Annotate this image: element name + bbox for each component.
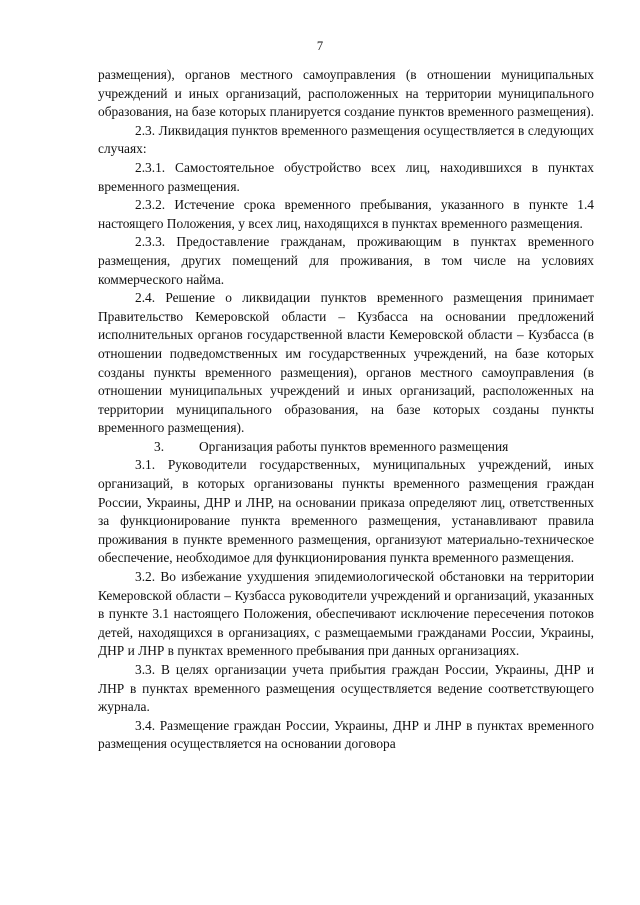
paragraph-2-3-3: 2.3.3. Предоставление гражданам, проживающим в пунктах временного размещения, других помещений для проживания, в том числе на условиях коммерческого найма. <box>98 234 594 287</box>
section-number: 3. <box>154 438 165 454</box>
section-title: Организация работы пунктов временного размещения <box>199 438 509 454</box>
paragraph-2-3: 2.3. Ликвидация пунктов временного размещения осуществляется в следующих случаях: <box>98 122 594 157</box>
paragraph-continuation: размещения), органов местного самоуправления (в отношении муниципальных учреждений и иных организаций, расположенных на территории муниципального образования, на базе которых планируется создание пунктов временного размещения). <box>98 67 594 120</box>
paragraph-3-4: 3.4. Размещение граждан России, Украины, ДНР и ЛНР в пунктах временного размещения осуществляется на основании договора <box>98 717 594 752</box>
paragraph-3-1: 3.1. Руководители государственных, муниципальных учреждений, иных организаций, в которых организованы пункты временного размещения граждан России, Украины, ДНР и ЛНР, на основании приказа определяют лиц, ответственных за функционирование пункта временного размещения, устанавливают правила проживания в пункте временного размещения, организуют материально-техническое обеспечение, необходимое для функционирования пункта временного размещения. <box>98 457 594 566</box>
document-body <box>98 66 594 754</box>
paragraph-2-3-2: 2.3.2. Истечение срока временного пребывания, указанного в пункте 1.4 настоящего Положения, у всех лиц, находящихся в пунктах временного размещения. <box>98 197 594 231</box>
section-heading <box>98 438 594 457</box>
paragraph-3-3: 3.3. В целях организации учета прибытия граждан России, Украины, ДНР и ЛНР в пунктах временного размещения осуществляется ведение соответствующего журнала. <box>98 662 594 715</box>
paragraph-2-3-1: 2.3.1. Самостоятельное обустройство всех лиц, находившихся в пунктах временного размещения. <box>98 159 594 194</box>
paragraph-2-4: 2.4. Решение о ликвидации пунктов временного размещения принимает Правительство Кемеровской области – Кузбасса на основании предложений исполнительных органов государственной власти Кемеровской области – Кузбасса (в отношении подведомственных им государственных учреждений, на базе которых созданы пункты временного размещения), органов местного самоуправления (в отношении муниципальных учреждений и иных организаций, расположенных на территории муниципального образования, на базе которых созданы пункты временного размещения). <box>98 290 594 436</box>
page-number: 7 <box>316 39 324 53</box>
paragraph-3-2: 3.2. Во избежание ухудшения эпидемиологической обстановки на территории Кемеровской области – Кузбасса руководители учреждений и организаций, указанных в пункте 3.1 настоящего Положения, обеспечивают исключение пересечения потоков детей, находящихся в организациях, с размещаемыми гражданами России, Украины, ДНР и ЛНР в пунктах временного пребывания при данных организациях. <box>98 569 594 659</box>
